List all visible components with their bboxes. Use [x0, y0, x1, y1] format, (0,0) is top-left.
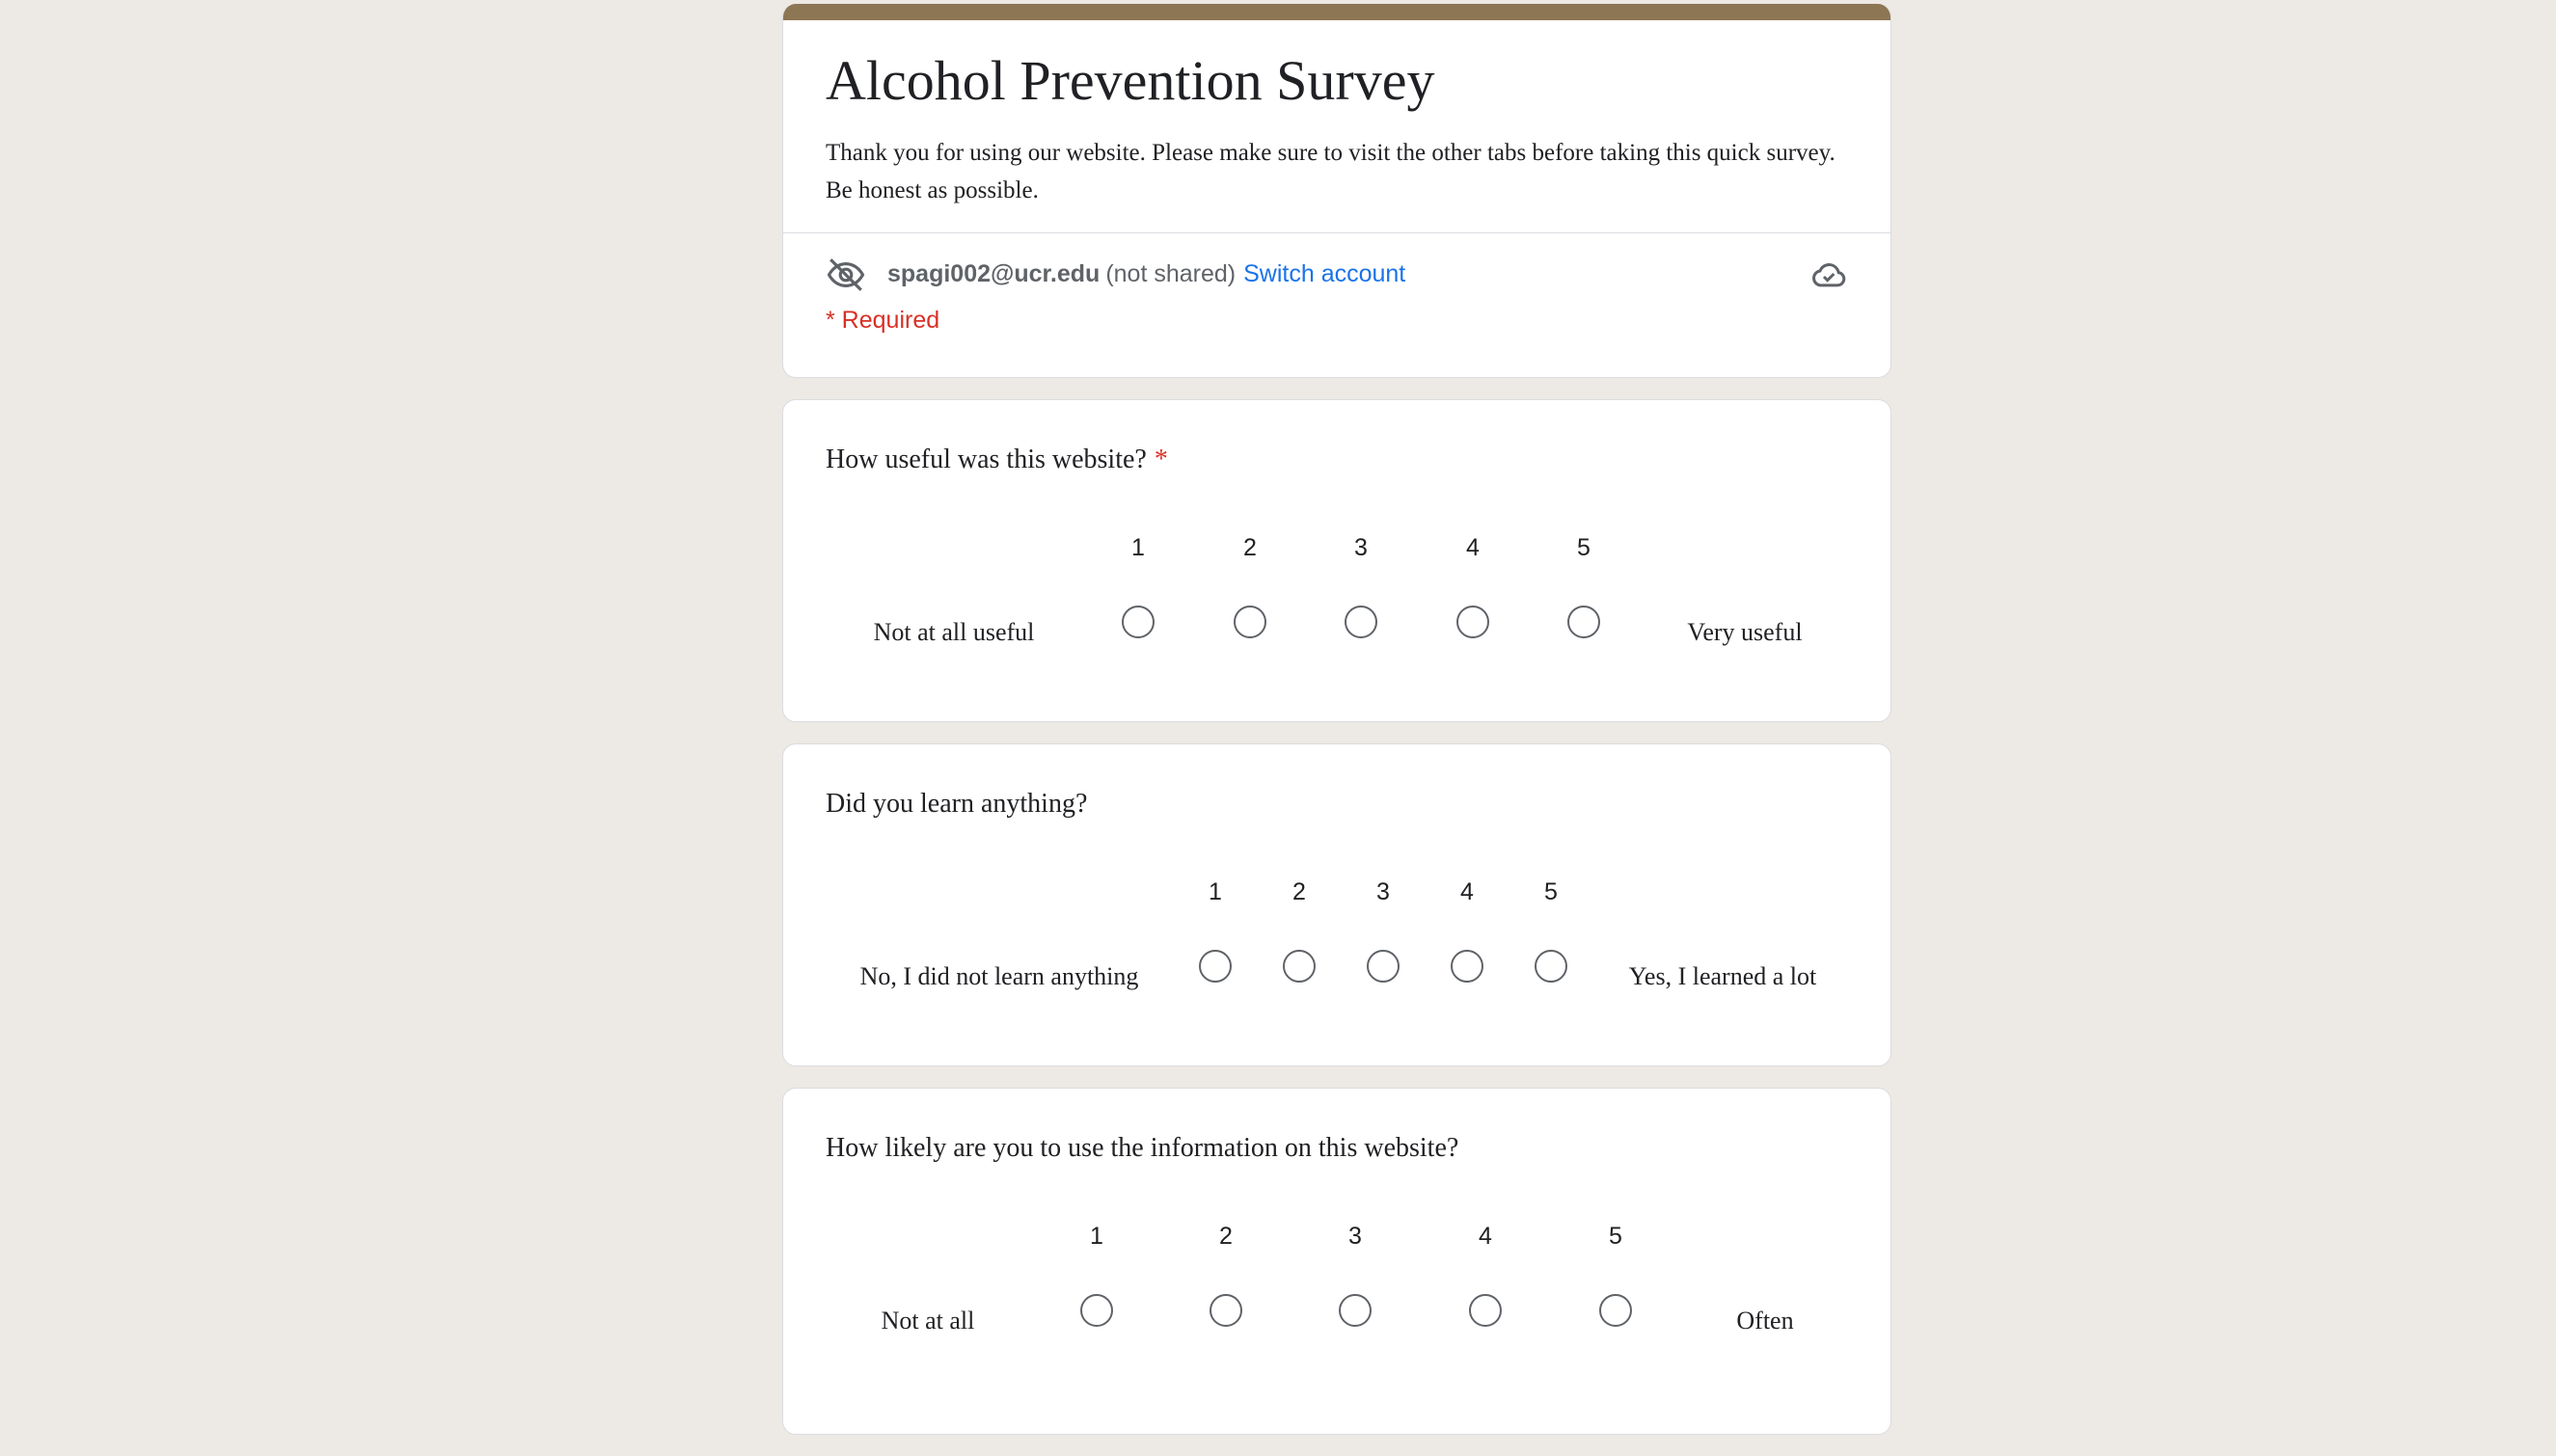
question-title-text: How useful was this website?	[826, 445, 1147, 474]
scale-low-label: No, I did not learn anything	[859, 962, 1139, 990]
scale-number: 1	[1090, 1223, 1103, 1250]
switch-account-link[interactable]: Switch account	[1243, 260, 1406, 288]
radio-option-5[interactable]	[1599, 1294, 1632, 1327]
scale-number: 4	[1460, 878, 1474, 905]
question-card-usefulness	[782, 399, 1891, 722]
question-title-text: Did you learn anything?	[826, 789, 1088, 819]
required-note: * Required	[826, 306, 940, 334]
form-description: Thank you for using our website. Please make sure to visit the other tabs before taking this quick survey. Be honest as possible.	[826, 139, 1835, 203]
radio-option-1[interactable]	[1122, 606, 1155, 638]
scale-number: 5	[1609, 1223, 1622, 1250]
cloud-saved-icon	[1809, 256, 1848, 294]
radio-option-1[interactable]	[1199, 950, 1232, 983]
required-star: *	[1154, 445, 1168, 474]
radio-option-2[interactable]	[1283, 950, 1316, 983]
question-title-text: How likely are you to use the information on this website?	[826, 1133, 1459, 1163]
form-title: Alcohol Prevention Survey	[826, 49, 1435, 112]
radio-option-3[interactable]	[1339, 1294, 1372, 1327]
radio-option-4[interactable]	[1469, 1294, 1502, 1327]
scale-low-label: Not at all useful	[873, 618, 1035, 646]
scale-number: 2	[1219, 1223, 1233, 1250]
scale-number: 3	[1376, 878, 1390, 905]
header-accent-bar	[783, 4, 1890, 20]
radio-option-3[interactable]	[1367, 950, 1400, 983]
scale-number: 4	[1466, 534, 1480, 561]
question-title	[826, 445, 1168, 475]
question-card-learning	[782, 743, 1891, 1066]
form-column	[782, 0, 1891, 1456]
radio-option-5[interactable]	[1535, 950, 1567, 983]
not-shared-text: (not shared)	[1105, 260, 1237, 288]
radio-option-1[interactable]	[1080, 1294, 1113, 1327]
account-row	[783, 233, 1890, 316]
form-header-card	[782, 4, 1891, 378]
radio-option-4[interactable]	[1456, 606, 1489, 638]
eye-off-icon	[826, 255, 866, 295]
question-title	[826, 1133, 1458, 1164]
account-email: spagi002@ucr.edu	[887, 260, 1101, 288]
scale-high-label: Often	[1736, 1307, 1794, 1335]
radio-option-2[interactable]	[1210, 1294, 1242, 1327]
scale-number: 1	[1131, 534, 1145, 561]
scale-number: 5	[1577, 534, 1591, 561]
scale-number: 3	[1354, 534, 1368, 561]
scale-number: 2	[1243, 534, 1257, 561]
question-title	[826, 789, 1087, 820]
radio-option-4[interactable]	[1451, 950, 1483, 983]
scale-number: 4	[1479, 1223, 1492, 1250]
scale-number: 3	[1348, 1223, 1362, 1250]
scale-number: 1	[1209, 878, 1222, 905]
scale-high-label: Yes, I learned a lot	[1628, 962, 1817, 990]
scale-number: 5	[1544, 878, 1558, 905]
question-card-likelihood	[782, 1088, 1891, 1435]
scale-low-label: Not at all	[881, 1307, 975, 1335]
radio-option-3[interactable]	[1345, 606, 1377, 638]
scale-high-label: Very useful	[1687, 618, 1803, 646]
radio-option-2[interactable]	[1234, 606, 1266, 638]
radio-option-5[interactable]	[1567, 606, 1600, 638]
scale-number: 2	[1292, 878, 1306, 905]
